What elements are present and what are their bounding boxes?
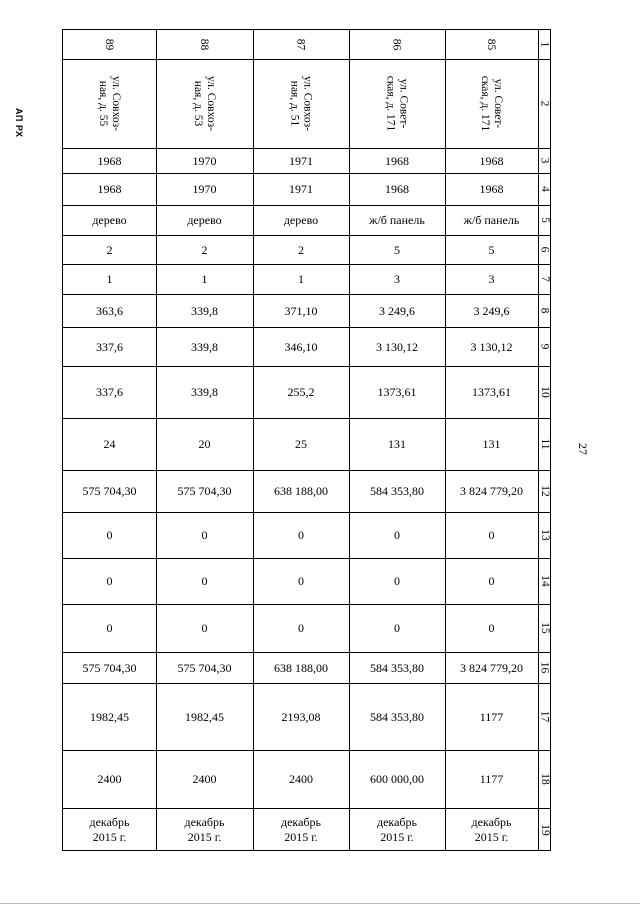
row-number-cell xyxy=(530,661,561,675)
table-cell xyxy=(445,294,538,327)
address-cell xyxy=(65,57,154,150)
table-cell-text: 5 xyxy=(394,242,400,257)
table-cell-text: 0 xyxy=(106,574,113,588)
table-cell-text: 584 353,80 xyxy=(370,709,424,724)
table-cell-text: декабрь 2015 г. xyxy=(281,815,321,844)
table-cell-text: 575 704,30 xyxy=(82,484,137,498)
table-cell-text: 346,10 xyxy=(284,339,318,354)
row-number-cell xyxy=(522,528,568,542)
table-cell-text: 1970 xyxy=(192,182,217,196)
table-cell-text: 638 188,00 xyxy=(274,660,328,675)
table-cell xyxy=(63,558,156,604)
object-number-cell-text: 85 xyxy=(485,38,498,51)
table-cell-text: 371,10 xyxy=(284,303,318,318)
table-cell xyxy=(349,173,445,205)
table-cell-text: 0 xyxy=(201,621,208,635)
object-number-cell-text: 87 xyxy=(295,38,307,51)
table-cell xyxy=(156,558,253,604)
table-cell xyxy=(349,148,445,173)
table-cell xyxy=(156,652,253,683)
table-cell xyxy=(349,512,445,558)
table-cell-text: 1968 xyxy=(479,153,504,168)
table-cell xyxy=(156,470,253,512)
table-cell-text: 1971 xyxy=(289,182,313,196)
table-cell xyxy=(349,235,445,264)
object-number-cell-text: 86 xyxy=(391,38,403,51)
address-cell xyxy=(257,56,346,152)
table-cell-text: 3 130,12 xyxy=(470,339,513,354)
table-cell-text: 584 353,80 xyxy=(370,660,424,675)
address-cell-text: ул. Совет- ская, д. 171 xyxy=(479,75,505,132)
table-cell-text: 5 xyxy=(488,242,495,257)
table-cell-text: 1 xyxy=(201,272,208,286)
data-table xyxy=(62,29,551,851)
table-cell-text: 131 xyxy=(482,437,501,451)
table-cell-text: 0 xyxy=(394,574,400,588)
page-number: 27 xyxy=(576,443,590,455)
table-cell-text: 638 188,00 xyxy=(274,484,328,498)
table-cell xyxy=(349,327,445,366)
table-cell xyxy=(156,418,253,470)
table-cell-text: 0 xyxy=(394,621,400,635)
row-number-cell xyxy=(501,97,590,111)
table-cell xyxy=(63,205,156,235)
table-cell-text: 3 249,6 xyxy=(379,303,415,318)
table-cell xyxy=(445,205,538,235)
table-cell-text: дерево xyxy=(283,213,319,227)
table-cell xyxy=(63,173,156,205)
table-cell xyxy=(63,148,156,173)
row-number-cell xyxy=(519,385,571,399)
table-cell-text: декабрь 2015 г. xyxy=(471,815,512,844)
table-cell xyxy=(63,294,156,327)
table-cell xyxy=(349,366,445,418)
row-number-cell-text: 12 xyxy=(539,485,551,497)
table-cell xyxy=(349,652,445,683)
table-cell xyxy=(63,652,156,683)
table-cell xyxy=(253,750,349,808)
table-cell-text: 1971 xyxy=(289,153,313,168)
address-cell-text: ул. Совхоз- ная, д. 55 xyxy=(97,75,123,132)
row-number-cell xyxy=(526,340,565,354)
address-cell-text: ул. Совет- ская, д. 171 xyxy=(385,75,410,132)
table-cell xyxy=(63,235,156,264)
table-cell-text: 1968 xyxy=(385,153,409,168)
table-cell xyxy=(63,683,156,750)
table-cell-text: 0 xyxy=(298,574,304,588)
row-number-cell-text: 9 xyxy=(539,343,551,350)
table-cell-text: 1982,45 xyxy=(90,709,129,724)
table-cell xyxy=(349,470,445,512)
row-number-cell-text: 13 xyxy=(539,529,551,541)
table-cell-text: 2 xyxy=(106,242,113,257)
table-cell xyxy=(253,418,349,470)
table-cell-text: 339,8 xyxy=(191,385,218,399)
row-number-cell-text: 8 xyxy=(539,307,551,314)
table-cell-text: 2193,08 xyxy=(281,709,321,724)
row-number-cell xyxy=(516,772,574,786)
table-cell-text: 2 xyxy=(298,242,304,257)
row-number-cell-text: 5 xyxy=(539,217,551,223)
table-cell xyxy=(253,264,349,294)
row-number-cell xyxy=(530,213,560,227)
table-cell-text: 2 xyxy=(201,242,208,257)
row-number-cell xyxy=(533,154,558,168)
table-cell xyxy=(156,148,253,173)
table-cell-text: 0 xyxy=(394,528,400,542)
archive-stamp: АП РХ xyxy=(14,108,24,138)
table-cell xyxy=(63,264,156,294)
row-number-cell-text: 6 xyxy=(539,246,551,253)
table-cell-text: 1982,45 xyxy=(185,709,224,724)
table-cell-text: 3 xyxy=(488,272,495,286)
address-cell-text: ул. Совхоз- ная, д. 51 xyxy=(289,75,314,132)
table-cell xyxy=(156,294,253,327)
table-cell-text: 3 824 779,20 xyxy=(460,484,523,498)
table-cell xyxy=(253,683,349,750)
address-cell xyxy=(160,55,249,152)
table-cell xyxy=(349,294,445,327)
object-number-cell-text: 88 xyxy=(198,38,211,51)
row-number-cell xyxy=(523,823,567,837)
object-number-cell-text: 89 xyxy=(103,38,116,51)
table-cell xyxy=(156,366,253,418)
table-cell xyxy=(445,235,538,264)
table-cell-text: 1177 xyxy=(479,772,504,786)
row-number-cell-text: 18 xyxy=(539,773,551,785)
table-cell-text: 1373,61 xyxy=(472,385,511,399)
row-number-cell-text: 3 xyxy=(539,157,551,164)
table-cell xyxy=(253,604,349,652)
table-cell xyxy=(445,173,538,205)
table-cell-text: ж/б панель xyxy=(463,213,520,227)
row-number-cell xyxy=(521,621,569,635)
table-cell xyxy=(349,808,445,852)
table-cell xyxy=(253,808,349,852)
row-number-cell xyxy=(522,574,568,588)
table-cell xyxy=(156,808,253,852)
table-cell-text: 1968 xyxy=(97,182,122,196)
table-cell xyxy=(349,264,445,294)
table-cell-text: 0 xyxy=(488,574,495,588)
row-number-cell-text: 15 xyxy=(539,622,551,634)
table-cell-text: 337,6 xyxy=(96,385,123,399)
table-cell xyxy=(349,418,445,470)
row-number-cell xyxy=(519,437,571,451)
table-cell-text: 0 xyxy=(106,621,113,635)
row-number-cell xyxy=(529,182,561,196)
table-cell xyxy=(156,173,253,205)
table-cell-text: 1373,61 xyxy=(377,385,417,399)
table-cell-text: 3 130,12 xyxy=(376,339,418,354)
table-cell xyxy=(445,327,538,366)
table-cell xyxy=(156,264,253,294)
table-cell-text: 575 704,30 xyxy=(177,660,232,675)
table-cell-text: 1970 xyxy=(192,153,217,168)
table-cell-text: 20 xyxy=(198,437,211,451)
table-cell-text: 584 353,80 xyxy=(370,484,424,498)
table-cell xyxy=(349,604,445,652)
row-number-cell-text: 11 xyxy=(539,438,551,450)
table-cell-text: 0 xyxy=(298,621,304,635)
table-cell-text: 339,8 xyxy=(191,303,218,318)
row-number-cell xyxy=(531,38,560,52)
table-cell xyxy=(253,558,349,604)
table-cell-text: 1 xyxy=(106,272,113,286)
table-cell-text: 0 xyxy=(106,528,113,542)
table-cell xyxy=(63,604,156,652)
table-cell xyxy=(63,366,156,418)
row-number-cell-text: 10 xyxy=(539,386,551,398)
table-cell xyxy=(156,512,253,558)
table-cell xyxy=(63,750,156,808)
row-number-cell-text: 14 xyxy=(539,575,551,587)
bottom-rule xyxy=(0,903,640,904)
table-cell xyxy=(156,235,253,264)
table-cell-text: декабрь 2015 г. xyxy=(184,815,225,844)
table-cell-text: ж/б панель xyxy=(369,213,425,227)
row-number-cell-text: 1 xyxy=(539,41,551,48)
table-cell xyxy=(445,264,538,294)
table-cell xyxy=(156,604,253,652)
row-number-cell-text: 4 xyxy=(539,186,551,192)
table-cell xyxy=(156,683,253,750)
table-cell xyxy=(253,173,349,205)
row-number-cell-text: 7 xyxy=(539,276,551,282)
row-number-cell xyxy=(512,710,579,724)
table-cell-text: 575 704,30 xyxy=(177,484,232,498)
row-number-cell xyxy=(529,304,562,318)
table-cell-text: 363,6 xyxy=(96,303,123,318)
table-cell xyxy=(253,652,349,683)
row-number-cell xyxy=(524,484,566,498)
table-cell-text: дерево xyxy=(187,213,222,227)
table-cell-text: 1177 xyxy=(479,709,504,724)
table-cell-text: 337,6 xyxy=(96,339,123,354)
table-cell xyxy=(445,652,538,683)
table-cell xyxy=(349,205,445,235)
table-cell xyxy=(253,205,349,235)
row-number-cell-text: 16 xyxy=(539,661,551,674)
table-cell-text: 2400 xyxy=(192,772,217,786)
table-cell xyxy=(445,148,538,173)
table-cell-text: 0 xyxy=(298,528,304,542)
table-cell xyxy=(63,418,156,470)
table-cell xyxy=(253,470,349,512)
table-cell-text: 600 000,00 xyxy=(370,772,424,786)
table-cell xyxy=(349,750,445,808)
table-cell xyxy=(63,470,156,512)
table-cell-text: 0 xyxy=(488,528,495,542)
row-number-cell-text: 2 xyxy=(539,100,551,107)
table-cell xyxy=(253,327,349,366)
table-cell xyxy=(63,327,156,366)
address-cell-text: ул. Совхоз- ная, д. 53 xyxy=(192,75,218,132)
address-cell xyxy=(353,56,442,152)
table-cell-text: 1968 xyxy=(97,153,122,168)
table-cell xyxy=(156,205,253,235)
table-cell-text: 3 xyxy=(394,272,400,286)
table-cell-text: 0 xyxy=(201,574,208,588)
table-cell-text: 1968 xyxy=(479,182,504,196)
table-cell-text: дерево xyxy=(92,213,127,227)
table-cell-text: 575 704,30 xyxy=(82,660,137,675)
table-cell-text: декабрь 2015 г. xyxy=(377,815,417,844)
table-cell-text: декабрь 2015 г. xyxy=(89,815,130,844)
row-number-cell-text: 19 xyxy=(539,824,551,836)
table-cell-text: 339,8 xyxy=(191,339,218,354)
table-cell xyxy=(63,808,156,852)
table-cell xyxy=(156,750,253,808)
table-cell-text: 3 824 779,20 xyxy=(460,660,523,675)
row-number-cell xyxy=(530,272,560,286)
table-cell-text: 131 xyxy=(388,437,406,451)
table-cell xyxy=(156,327,253,366)
table-cell-text: 2400 xyxy=(97,772,122,786)
table-cell xyxy=(349,558,445,604)
table-cell-text: 25 xyxy=(295,437,307,451)
table-cell-text: 3 249,6 xyxy=(473,303,510,318)
table-cell-text: 255,2 xyxy=(287,385,315,399)
table-cell xyxy=(253,366,349,418)
table-cell-text: 0 xyxy=(488,621,495,635)
table-cell-text: 1 xyxy=(298,272,304,286)
table-cell-text: 24 xyxy=(103,437,116,451)
row-number-cell xyxy=(531,243,560,257)
table-cell xyxy=(253,512,349,558)
table-cell xyxy=(253,148,349,173)
table-cell xyxy=(253,235,349,264)
table-cell-text: 1968 xyxy=(385,182,409,196)
table-cell xyxy=(349,683,445,750)
table-cell xyxy=(253,294,349,327)
table-cell-text: 0 xyxy=(201,528,208,542)
table-cell-text: 2400 xyxy=(289,772,313,786)
row-number-cell-text: 17 xyxy=(539,710,551,723)
table-cell xyxy=(63,512,156,558)
